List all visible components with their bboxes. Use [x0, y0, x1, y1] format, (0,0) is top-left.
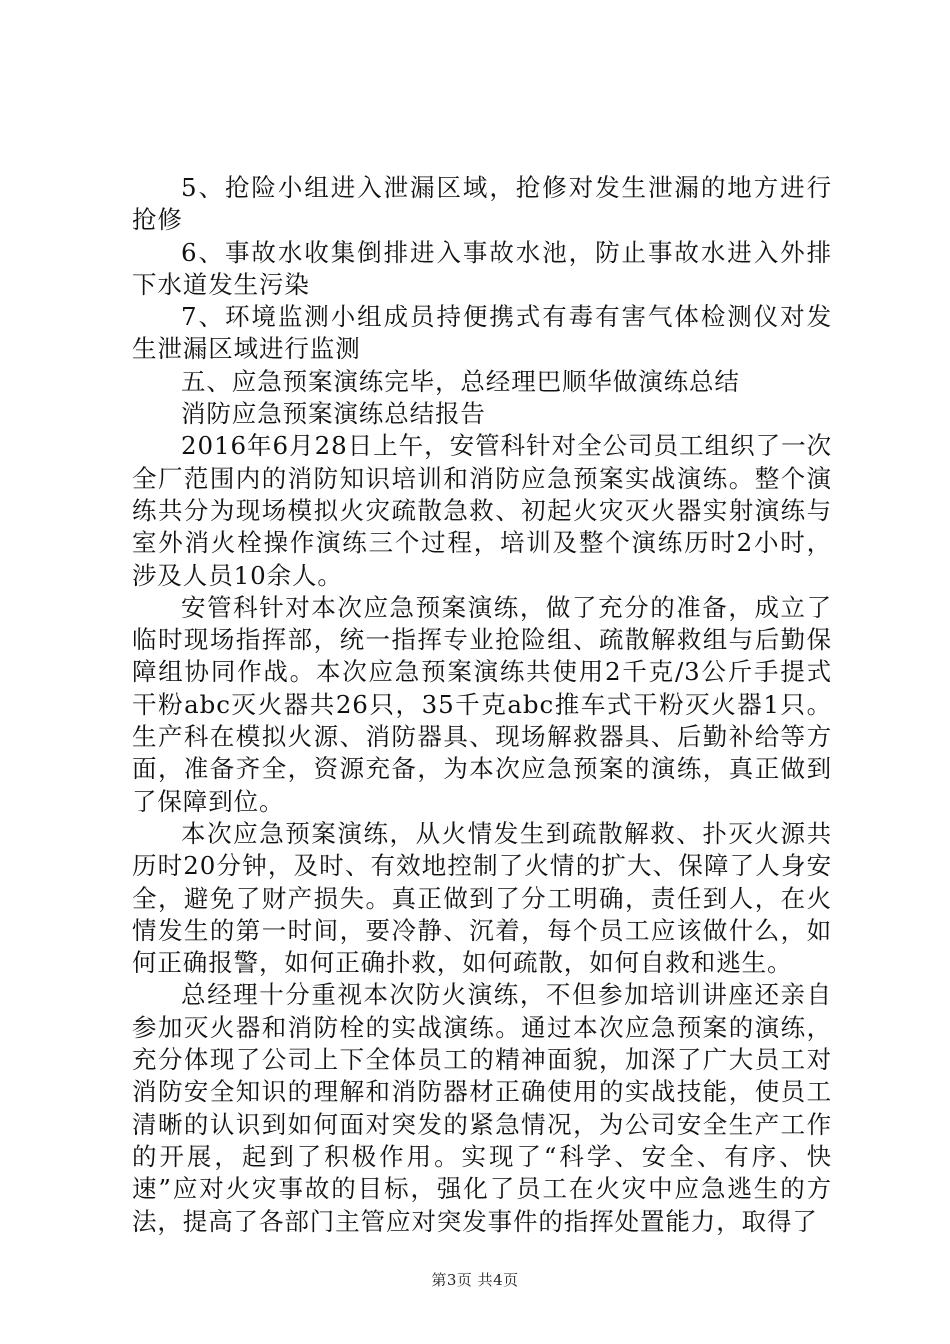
paragraph-preparation: 安管科针对本次应急预案演练，做了充分的准备，成立了临时现场指挥部，统一指挥专业抢险组、疏散解救组与后勤保障组协同作战。本次应急预案演练共使用2千克/3公斤手提式干粉abc灭火器共26只，35千克abc推车式干粉灭火器1只。生产科在模拟火源、消防器具、现场解救器具、后勤补给等方面，准备齐全，资源充备，为本次应急预案的演练，真正做到了保障到位。 [132, 592, 832, 816]
document-body [132, 172, 832, 1238]
paragraph-step-7: 7、环境监测小组成员持便携式有毒有害气体检测仪对发生泄漏区域进行监测 [132, 302, 832, 364]
report-title: 消防应急预案演练总结报告 [181, 399, 486, 429]
paragraph-step-5: 5、抢险小组进入泄漏区域，抢修对发生泄漏的地方进行抢修 [132, 173, 832, 235]
paragraph-drill-overview: 2016年6月28日上午，安管科针对全公司员工组织了一次全厂范围内的消防知识培训和消防应急预案实战演练。整个演练共分为现场模拟火灾疏散急救、初起火灾灭火器实射演练与室外消火栓操作演练三个过程，培训及整个演练历时2小时，涉及人员10余人。 [132, 431, 832, 590]
page-number-footer: 第3页 共4页 [431, 1271, 519, 1289]
paragraph-step-6: 6、事故水收集倒排进入事故水池，防止事故水进入外排下水道发生污染 [132, 237, 832, 299]
paragraph-drill-result: 本次应急预案演练，从火情发生到疏散解救、扑灭火源共历时20分钟，及时、有效地控制了火情的扩大、保障了人身安全，避免了财产损失。真正做到了分工明确，责任到人，在火情发生的第一时间，要冷静、沉着，每个员工应该做什么，如何正确报警，如何正确扑救，如何疏散，如何自救和逃生。 [132, 818, 832, 978]
paragraph-summary: 总经理十分重视本次防火演练，不但参加培训讲座还亲自参加灭火器和消防栓的实战演练。通过本次应急预案的演练，充分体现了公司上下全体员工的精神面貌，加深了广大员工对消防安全知识的理解和消防器材正确使用的实战技能，使员工清晰的认识到如何面对突发的紧急情况，为公司安全生产工作的开展，起到了积极作用。实现了“科学、安全、有序、快速”应对火灾事故的目标，强化了员工在火灾中应急逃生的方法，提高了各部门主管应对突发事件的指挥处置能力，取得了 [132, 980, 832, 1236]
paragraph-section-5: 五、应急预案演练完毕，总经理巴顺华做演练总结 [181, 366, 740, 396]
